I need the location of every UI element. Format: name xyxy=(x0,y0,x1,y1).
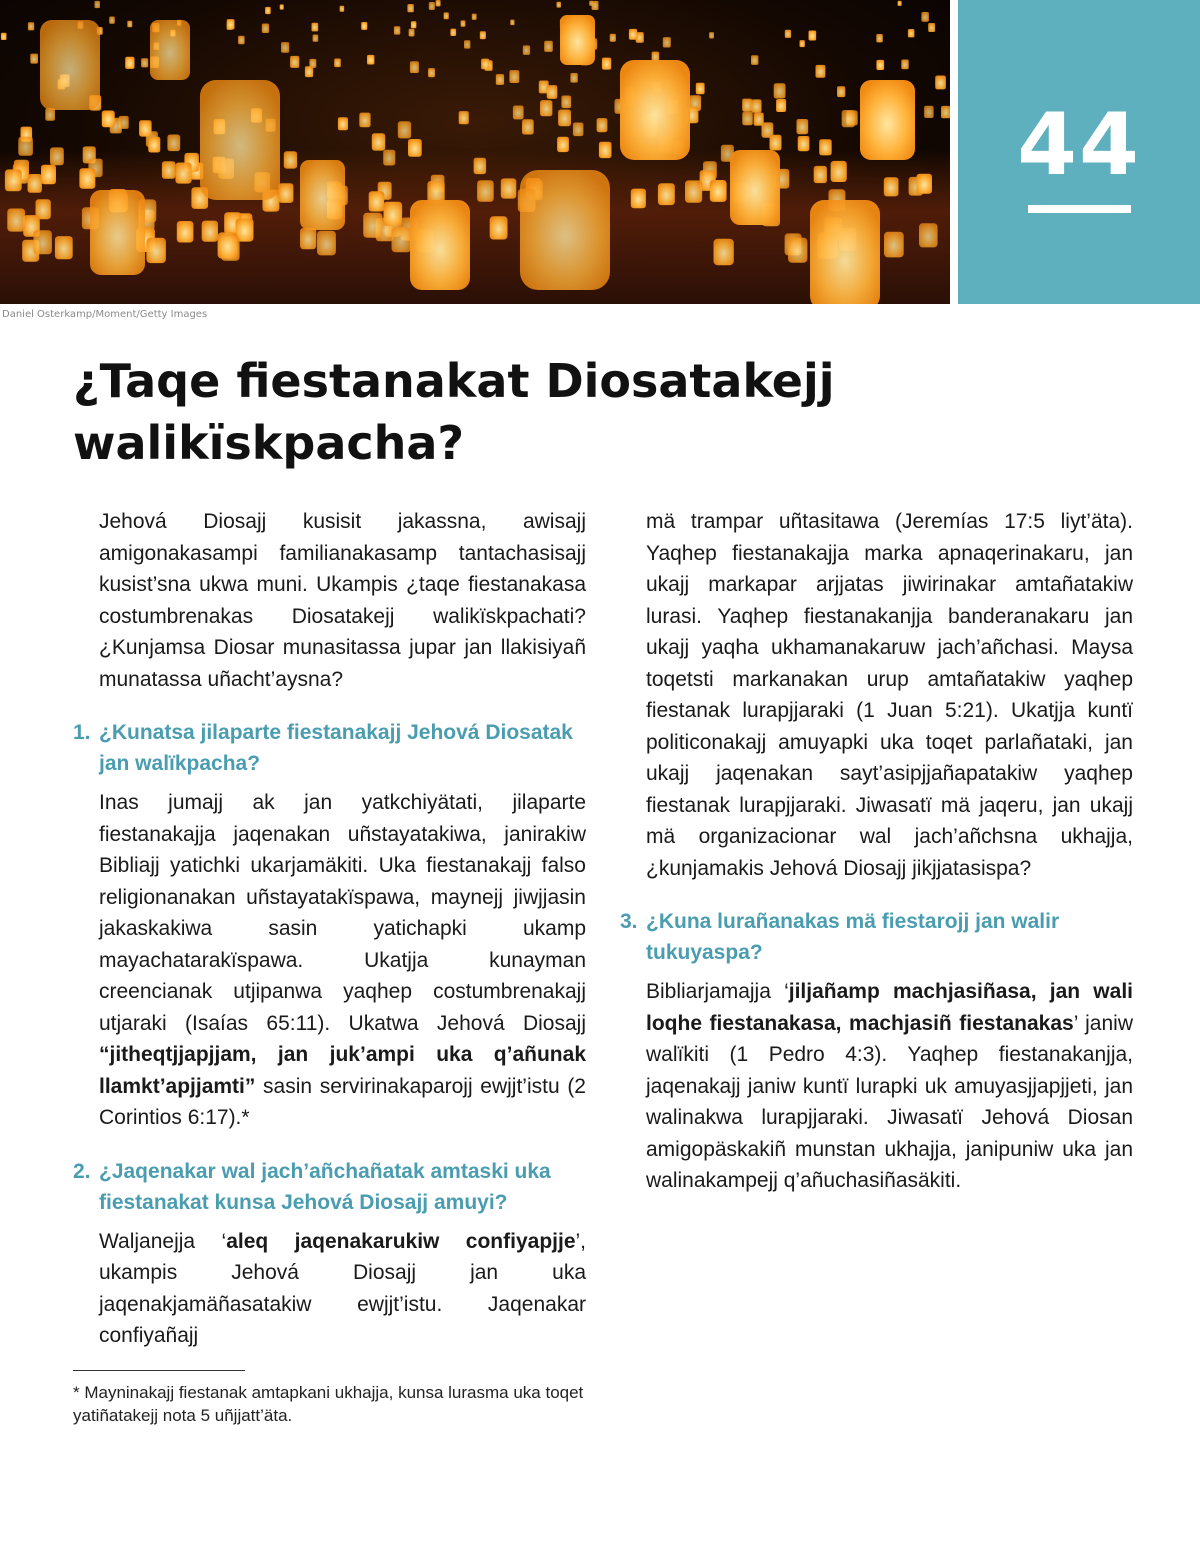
lantern xyxy=(369,191,385,211)
lantern xyxy=(5,169,22,191)
lantern xyxy=(509,70,519,83)
lantern xyxy=(540,100,552,116)
intro-paragraph: Jehová Diosajj kusisit jakassna, awisajj amigonakasampi familianakasamp tantachasisajj kusist’sna ukwa muni. Ukampis ¿taqe fiestanakasa costumbrenakas Diosatakejj walikïskpachati? ¿Kunjamsa Diosar munasitassa jupar jan llakisiyañ munatassa uñacht’aysna? xyxy=(99,510,586,691)
lantern xyxy=(876,60,884,70)
lantern xyxy=(394,26,400,34)
section-3-bold-quote: jiljañamp machjasiñasa, jan wali loqhe fiestanakasa, machjasiñ fiestanakas xyxy=(646,980,1133,1035)
lantern xyxy=(544,41,553,52)
lantern xyxy=(55,236,73,259)
left-column xyxy=(73,506,586,1427)
section-1-text-b: sasin servirinakaparojj ewjjt’istu (2 Corintios 6:17).* xyxy=(99,1074,586,1129)
lantern xyxy=(281,42,289,53)
section-2-text-a: Waljanejja ‘ xyxy=(99,1229,227,1253)
lantern xyxy=(819,139,832,155)
lantern xyxy=(410,200,470,290)
lantern xyxy=(398,121,411,138)
lantern xyxy=(146,238,166,263)
lantern xyxy=(427,181,444,203)
lantern xyxy=(202,221,218,242)
lantern xyxy=(334,59,341,68)
lantern xyxy=(227,19,235,29)
lantern xyxy=(837,86,845,97)
lantern xyxy=(941,106,950,118)
lantern xyxy=(372,133,385,150)
lantern xyxy=(363,213,382,238)
lantern xyxy=(901,60,908,70)
lantern xyxy=(450,29,456,36)
lantern xyxy=(411,21,417,28)
lantern xyxy=(41,165,56,185)
lantern xyxy=(90,190,145,275)
lantern xyxy=(710,180,727,202)
lantern xyxy=(162,161,176,179)
lantern xyxy=(884,177,899,196)
lantern xyxy=(573,123,584,137)
lantern xyxy=(359,113,370,128)
lantern xyxy=(428,68,435,77)
lantern xyxy=(770,135,782,151)
lantern xyxy=(175,163,191,184)
question-2-text: ¿Jaqenakar wal jach’añchañatak amtaski uka fiestanakat kunsa Jehová Diosajj amuyi? xyxy=(99,1159,551,1214)
lantern xyxy=(127,21,132,28)
lantern xyxy=(496,74,504,85)
lantern xyxy=(409,29,415,37)
lantern xyxy=(312,23,319,32)
lantern xyxy=(464,40,470,48)
lantern xyxy=(317,231,336,256)
question-1-number: 1. xyxy=(73,721,91,744)
lantern xyxy=(797,119,809,134)
lantern xyxy=(557,137,569,152)
lantern xyxy=(809,31,817,41)
question-2-number: 2. xyxy=(73,1159,91,1183)
lantern xyxy=(33,230,52,254)
lantern xyxy=(610,34,616,42)
lantern xyxy=(816,65,826,78)
lantern xyxy=(599,142,612,158)
lantern xyxy=(313,35,319,42)
lantern xyxy=(557,2,562,8)
lantern xyxy=(520,170,610,290)
lantern xyxy=(510,20,514,26)
section-1-bold-quote: “jitheqtjjapjjam, jan juk’ampi uka q’añunak llamkt’apjjamti” xyxy=(99,1043,586,1098)
lantern xyxy=(461,20,466,26)
lantern xyxy=(28,22,34,30)
lantern xyxy=(924,106,934,118)
lantern xyxy=(7,209,25,232)
lantern xyxy=(742,112,753,126)
lantern xyxy=(800,40,805,47)
lantern xyxy=(383,150,395,166)
lantern xyxy=(774,83,786,98)
question-3-text: ¿Kuna lurañanakas mä fiestarojj jan walir tukuyaspa? xyxy=(646,910,1060,964)
lantern xyxy=(558,110,571,127)
lantern xyxy=(814,166,827,183)
lantern xyxy=(831,161,847,182)
lantern xyxy=(474,158,487,174)
lantern xyxy=(407,4,413,12)
lantern xyxy=(125,57,134,69)
lantern xyxy=(436,0,441,6)
lantern xyxy=(935,76,946,90)
lantern xyxy=(392,227,412,252)
lantern xyxy=(30,54,38,64)
lantern xyxy=(547,85,558,99)
section-2-paragraph-continued xyxy=(646,506,1133,884)
lantern xyxy=(472,14,477,20)
lantern xyxy=(280,4,284,9)
lantern xyxy=(278,183,293,203)
lantern xyxy=(751,99,761,112)
lantern xyxy=(620,60,690,160)
lantern xyxy=(148,137,160,153)
lantern xyxy=(917,174,933,194)
lantern xyxy=(28,174,42,193)
section-1-paragraph xyxy=(99,787,586,1134)
lantern xyxy=(79,168,95,189)
lantern xyxy=(95,1,101,8)
photo-credit: Daniel Osterkamp/Moment/Getty Images xyxy=(2,309,208,320)
lantern xyxy=(876,34,883,42)
lantern xyxy=(696,83,705,94)
lantern xyxy=(658,183,675,205)
lantern xyxy=(884,232,904,258)
question-1-text: ¿Kunatsa jilaparte fiestanakajj Jehová Diosatak jan walïkpacha? xyxy=(99,721,573,775)
lantern xyxy=(685,180,702,202)
lantern xyxy=(842,110,855,127)
section-2-text-b-part2: mä trampar uñtasitawa (Jeremías 17:5 liyt’äta). Yaqhep fiestanakajja marka apnaqerinakaru, jan ukajj markapar arjjatas jiwirinakar amtañatakiw lurasi. Yaqhep fiestanakanjja banderanakaru jan ukajj yaqha ukhamanakaruw jach’añchasi. Maysa toqetsti markanakan urup amtañatakiw yaqhep fiestanak lurapjjaraki (1 Juan 5:21). Ukatjja kuntï politiconakajj amuyapki uka toqet parlañataki, jan ukajj jaqenakan sayt’asipjjañapatakiw yaqhep fiestanak lurapjjaraki. Jiwasatï mä jaqeru, jan ukajj mä organizacionar wal jach’añchsna ukhajja, ¿kunjamakis Jehová Diosajj jikjjatasispa? xyxy=(646,510,1133,880)
section-2-text-b-part1: ’, ukampis Jehová Diosajj jan uka jaqenakjamäñasatakiw ewjjt’istu. Jaqenakar confiyañajj xyxy=(99,1229,586,1347)
title-line-2: walikïskpacha? xyxy=(73,416,465,470)
footnote: * Mayninakajj fiestanak amtapkani ukhajja, kunsa lurasma uka toqet yatiñatakejj nota 5 uñjjatt’äta. xyxy=(73,1382,584,1425)
lantern xyxy=(570,73,577,83)
lantern xyxy=(602,58,611,70)
lantern xyxy=(631,189,646,209)
lantern xyxy=(238,36,245,45)
title-line-1: ¿Taqe fiestanakat Diosatakejj xyxy=(73,354,835,408)
lantern xyxy=(597,118,608,132)
lantern xyxy=(776,99,786,112)
lantern xyxy=(361,22,367,30)
lantern xyxy=(150,20,190,80)
lantern xyxy=(305,66,313,77)
lantern xyxy=(785,30,791,38)
lantern xyxy=(561,96,571,109)
lantern xyxy=(1,33,7,40)
page-title xyxy=(73,350,973,474)
lantern xyxy=(481,59,489,70)
lantern xyxy=(663,37,671,47)
lantern xyxy=(284,151,297,168)
lantern xyxy=(592,1,599,10)
lantern xyxy=(788,238,807,263)
header-photo xyxy=(0,0,950,304)
lantern xyxy=(921,12,929,22)
lantern xyxy=(200,80,280,200)
lantern xyxy=(908,29,915,37)
lantern xyxy=(629,29,637,40)
lantern xyxy=(742,99,752,112)
lantern xyxy=(523,45,530,55)
lesson-number-underline xyxy=(1028,205,1131,213)
lantern xyxy=(459,111,469,124)
lantern xyxy=(444,12,449,19)
lantern xyxy=(141,58,148,67)
lantern xyxy=(40,20,100,110)
lantern xyxy=(290,56,299,68)
lantern xyxy=(928,23,935,32)
lantern xyxy=(139,120,152,136)
lantern xyxy=(709,32,714,38)
section-1-text-a: Inas jumajj ak jan yatkchiyätati, jilaparte fiestanakajja jaqenakan uñstayatakiwa, janirakiw Bibliajj yatichki ukarjamäkiti. Uka fiestanakajj falso religionanakan uñstayatakïspawa, maynejj jiwjjasin jakaskakiwa sasin yatichapki ukamp mayachatarakïspawa. Ukatjja kunayman creencianak utjipanwa yaqhep costumbrenakajj utjaraki (Isaías 65:11). Ukatwa Jehová Diosajj xyxy=(99,791,586,1035)
lantern xyxy=(367,55,374,65)
lantern xyxy=(262,24,269,34)
lantern xyxy=(898,1,902,6)
section-3-text-a: Bibliarjamajja ‘ xyxy=(646,980,789,1003)
lantern xyxy=(167,135,180,152)
lantern xyxy=(218,232,238,258)
lantern xyxy=(501,178,517,198)
lantern xyxy=(477,180,494,202)
lantern xyxy=(300,228,316,249)
lantern xyxy=(102,111,115,128)
lantern xyxy=(714,239,734,265)
sky-lanterns-illustration xyxy=(0,0,950,304)
question-1-heading xyxy=(73,717,586,779)
question-3-heading xyxy=(620,906,1133,968)
lesson-number: 44 xyxy=(1017,95,1141,195)
lantern xyxy=(384,202,403,226)
section-3-paragraph xyxy=(646,976,1133,1197)
lantern xyxy=(410,61,419,73)
footnote-divider xyxy=(73,1370,245,1371)
lantern xyxy=(50,147,64,165)
section-3-text-b: ’ janiw walïkiti (1 Pedro 4:3). Yaqhep fiestanakanjja, jaqenakajj janiw kuntï lurapki uk amuyasjjapjjeti, jan walinakwa lurapjjaraki. Jiwasatï Jehová Diosan amigopäskakiñ munstan ukhajja, janipuniw uka jan walinakampejj q’añuchasiñasäkiti. xyxy=(646,1011,1133,1192)
lantern xyxy=(340,6,345,12)
lantern xyxy=(490,216,508,239)
lantern xyxy=(798,136,810,151)
lantern xyxy=(919,223,938,247)
lantern xyxy=(408,139,422,157)
right-column xyxy=(620,506,1133,1197)
lantern xyxy=(560,15,595,65)
question-3-number: 3. xyxy=(620,910,638,933)
section-2-paragraph-start xyxy=(99,1226,586,1352)
lantern xyxy=(513,106,524,120)
lantern xyxy=(18,137,33,156)
lantern xyxy=(860,80,915,160)
lantern xyxy=(730,150,780,225)
lantern xyxy=(480,31,486,39)
lantern xyxy=(338,117,348,130)
lantern xyxy=(109,17,115,24)
lantern xyxy=(751,55,758,65)
lesson-number-box xyxy=(958,0,1200,304)
lantern xyxy=(810,200,880,304)
question-2-heading xyxy=(73,1156,586,1218)
lantern xyxy=(177,221,194,243)
lantern xyxy=(265,7,271,14)
section-2-bold-quote: aleq jaqenakarukiw confiyapjje xyxy=(226,1229,576,1253)
lantern xyxy=(522,119,534,134)
lantern xyxy=(429,2,435,10)
lantern xyxy=(300,160,345,230)
